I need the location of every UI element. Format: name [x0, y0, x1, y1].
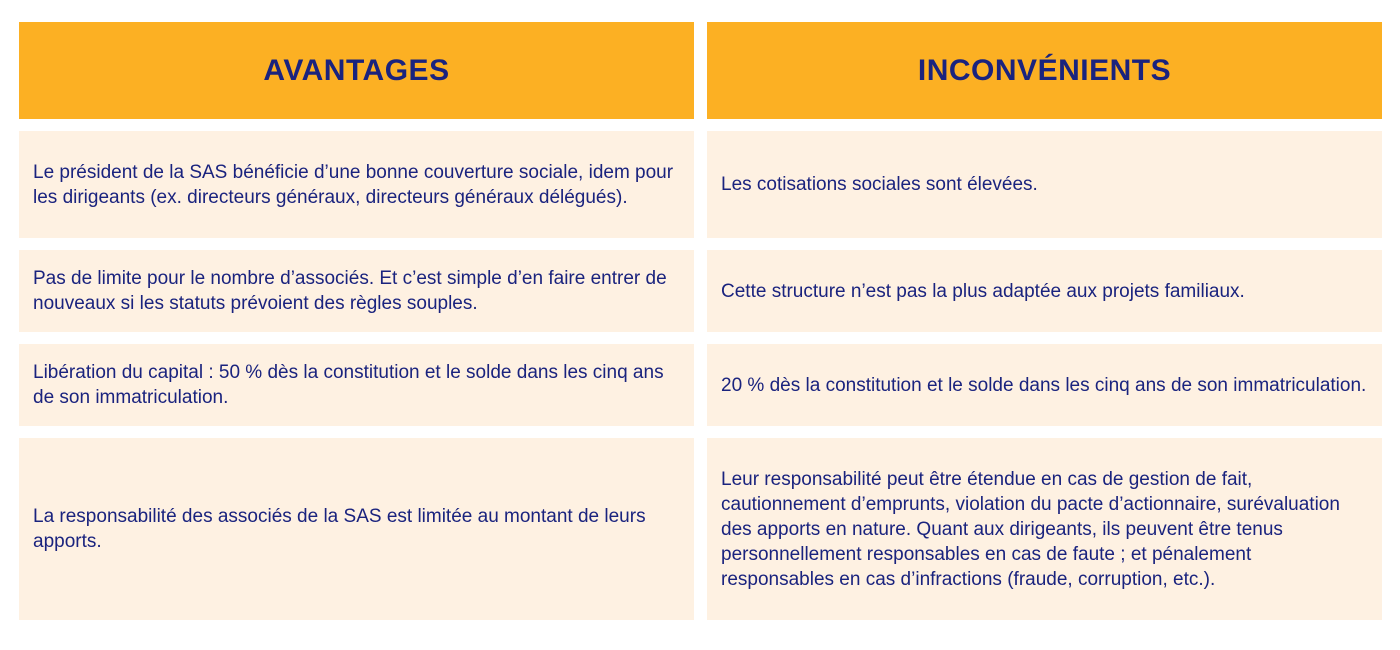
- comparison-table: [19, 22, 1382, 620]
- advantage-text: Le président de la SAS bénéficie d’une bonne couverture sociale, idem pour les dirigeants (ex. directeurs généraux, directeurs généraux délégués).: [33, 161, 674, 208]
- drawback-text: Leur responsabilité peut être étendue en cas de gestion de fait, cautionnement d’emprunts, violation du pacte d’actionnaire, surévaluation des apports en nature. Quant aux dirigeants, ils peuvent être tenus personnellement responsables en cas de faute ; et pénalement responsables en cas d’infractions (fraude, corruption, etc.).: [721, 468, 1340, 590]
- advantage-cell: [19, 250, 694, 332]
- advantage-cell: [19, 344, 694, 426]
- drawback-cell: [707, 250, 1382, 332]
- advantage-text: Pas de limite pour le nombre d’associés. Et c’est simple d’en faire entrer de nouveaux si les statuts prévoient des règles souples.: [33, 268, 667, 314]
- advantage-cell: [19, 438, 694, 620]
- header-advantages-label: AVANTAGES: [263, 53, 450, 87]
- header-drawbacks-label: INCONVÉNIENTS: [917, 53, 1172, 87]
- advantage-text: Libération du capital : 50 % dès la constitution et le solde dans les cinq ans de son immatriculation.: [33, 362, 664, 408]
- advantage-text: La responsabilité des associés de la SAS est limitée au montant de leurs apports.: [33, 506, 646, 552]
- drawback-text: Les cotisations sociales sont élevées.: [721, 174, 1038, 195]
- drawback-cell: [707, 438, 1382, 620]
- drawback-text: Cette structure n’est pas la plus adaptée aux projets familiaux.: [721, 280, 1245, 302]
- drawback-text: 20 % dès la constitution et le solde dans les cinq ans de son immatriculation.: [721, 374, 1367, 396]
- advantage-cell: [19, 131, 694, 238]
- header-advantages: [19, 22, 694, 119]
- header-drawbacks: [707, 22, 1382, 119]
- drawback-cell: [707, 131, 1382, 238]
- drawback-cell: [707, 344, 1382, 426]
